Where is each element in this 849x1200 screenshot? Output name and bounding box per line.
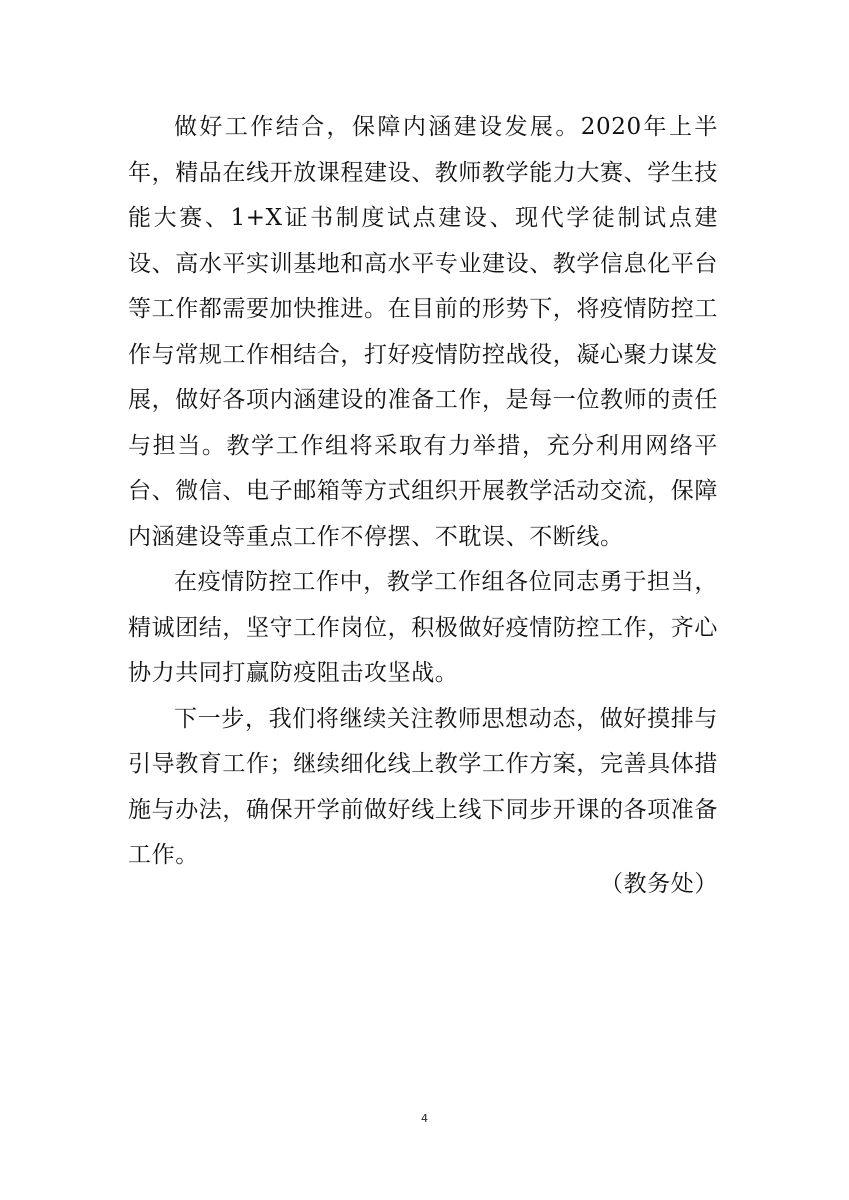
paragraph-epidemic-prevention: 在疫情防控工作中，教学工作组各位同志勇于担当，精诚团结，坚守工作岗位，积极做好疫情防控工作，齐心协力共同打赢防疫阻击攻坚战。 [128, 569, 718, 686]
page-number: 4 [421, 1112, 428, 1125]
document-body [128, 105, 718, 879]
paragraph-next-steps: 下一步，我们将继续关注教师思想动态，做好摸排与引导教育工作；继续细化线上教学工作方案，完善具体措施与办法，确保开学前做好线上线下同步开课的各项准备工作。 [128, 705, 718, 868]
signature-office: （教务处） [600, 871, 718, 897]
paragraph-inner-development: 做好工作结合，保障内涵建设发展。2020年上半年，精品在线开放课程建设、教师教学能力大赛、学生技能大赛、1+X证书制度试点建设、现代学徒制试点建设、高水平实训基地和高水平专业建设、教学信息化平台等工作都需要加快推进。在目前的形势下，将疫情防控工作与常规工作相结合，打好疫情防控战役，凝心聚力谋发展，做好各项内涵建设的准备工作，是每一位教师的责任与担当。教学工作组将采取有力举措，充分利用网络平台、微信、电子邮箱等方式组织开展教学活动交流，保障内涵建设等重点工作不停摆、不耽误、不断线。 [128, 114, 718, 550]
